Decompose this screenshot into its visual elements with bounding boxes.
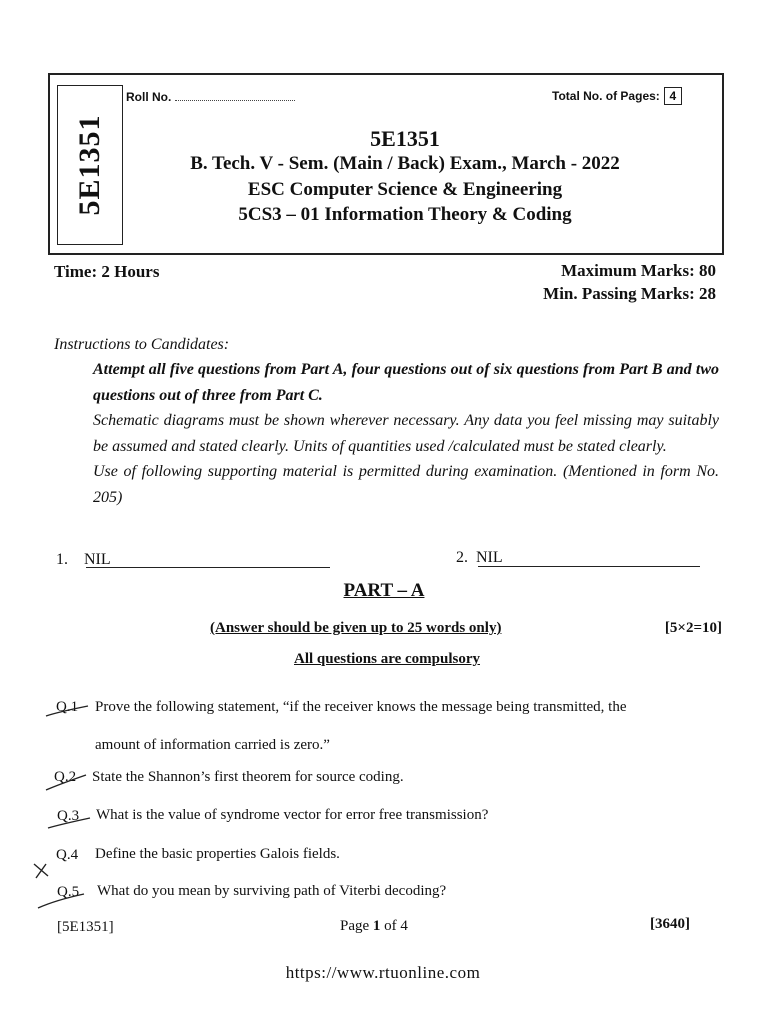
material-2-text: NIL [476,549,503,566]
part-a-marks: [5×2=10] [664,620,722,636]
footer-count: [3640] [650,916,690,932]
part-a-title: PART – A [343,580,425,601]
question-1-text-cont: amount of information carried is zero.” [95,737,330,753]
website-url[interactable]: https://www.rtuonline.com [285,963,481,982]
question-2-number: Q.2 [54,769,77,785]
time-allowed: Time: 2 Hours [54,262,160,281]
question-1-text: Prove the following statement, “if the receiver knows the message being transmitted, the [95,699,627,715]
subject-title: 5CS3 – 01 Information Theory & Coding [238,204,572,225]
footer-page [340,918,408,935]
part-a-subtitle: (Answer should be given up to 25 words only) [210,620,502,636]
question-1-number: Q.1 [56,699,79,715]
material-2-num: 2. [456,549,468,566]
vertical-paper-code: 5E1351 [73,114,106,216]
footer-code: [5E1351] [57,919,114,935]
instruction-attempt: Attempt all five questions from Part A, four questions out of six questions from Part B and two questions out of three from Part C. [93,361,719,404]
question-4-number: Q.4 [56,847,79,863]
question-5-number: Q.5 [57,884,80,900]
check-mark-q3 [48,818,90,828]
question-3-number: Q.3 [57,808,80,824]
max-marks: Maximum Marks: 80 [561,261,716,280]
footer-page-prefix: Page [340,918,373,934]
branch-title: ESC Computer Science & Engineering [247,179,563,200]
check-mark-q2 [46,775,86,790]
min-passing-marks: Min. Passing Marks: 28 [543,284,716,303]
total-pages-value: 4 [664,87,682,105]
instruction-material: Use of following supporting material is permitted during examination. (Mentioned in form No. 205) [93,463,719,506]
check-mark-q5 [38,894,84,908]
check-mark-q1 [46,706,88,716]
material-1-num: 1. [56,551,68,568]
exam-title: B. Tech. V - Sem. (Main / Back) Exam., March - 2022 [190,153,620,174]
instructions-heading: Instructions to Candidates: [54,336,230,353]
cross-mark-q4 [34,864,48,878]
paper-code: 5E1351 [370,126,440,151]
instruction-diagrams: Schematic diagrams must be shown wherever necessary. Any data you feel missing may suitably be assumed and stated clearly. Units of quantities used /calculated must be stated clearly. [93,412,719,455]
material-1-text: NIL [84,551,111,568]
question-2-text: State the Shannon’s first theorem for source coding. [92,769,404,785]
total-pages-label: Total No. of Pages: [552,89,660,103]
roll-no-label: Roll No. [126,90,172,104]
part-a-note: All questions are compulsory [294,651,480,667]
footer-page-number: 1 [372,918,381,934]
question-3-text: What is the value of syndrome vector for error free transmission? [96,807,489,823]
footer-page-suffix: of 4 [380,918,408,934]
question-5-text: What do you mean by surviving path of Viterbi decoding? [97,883,447,899]
question-4-text: Define the basic properties Galois fields. [95,846,340,862]
